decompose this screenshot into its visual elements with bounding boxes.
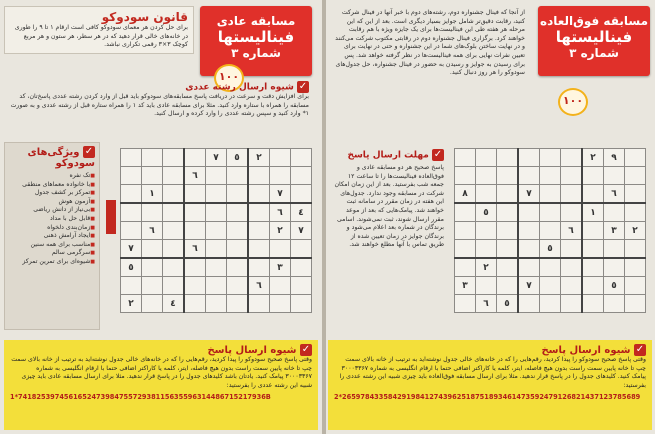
sudoku-cell[interactable] [455, 222, 476, 240]
sudoku-cell[interactable] [206, 295, 227, 313]
sudoku-cell[interactable]: ٦ [248, 277, 270, 295]
sudoku-cell[interactable] [184, 277, 206, 295]
sudoku-cell[interactable] [291, 258, 312, 277]
sudoku-cell[interactable] [163, 277, 185, 295]
sudoku-cell[interactable] [497, 258, 519, 277]
sudoku-cell[interactable] [540, 295, 561, 313]
sudoku-cell[interactable] [561, 149, 583, 167]
sudoku-cell[interactable] [540, 203, 561, 222]
sudoku-cell[interactable]: ٥ [227, 149, 249, 167]
check-icon: ✓ [301, 344, 311, 355]
sudoku-cell[interactable] [625, 167, 646, 185]
side-red-strip [106, 200, 116, 234]
sudoku-row [121, 149, 312, 167]
sudoku-cell[interactable] [248, 222, 270, 240]
sudoku-cell[interactable] [518, 149, 540, 167]
sudoku-cell[interactable] [163, 185, 185, 204]
check-icon: ✓ [635, 344, 645, 355]
sudoku-cell[interactable]: ٢ [476, 258, 497, 277]
sudoku-cell[interactable] [206, 240, 227, 259]
features-list [9, 172, 95, 267]
sudoku-cell[interactable] [518, 203, 540, 222]
sudoku-cell[interactable] [227, 185, 249, 204]
answer-text: وقتی پاسخ صحیح سودوکو را پیدا کردید، رقم‌هایی را که در خانه‌های خالی جدول نوشته‌اید به ترتیب از خانه بالای سمت چپ تا خانه پایین سمت راست بدون هیچ فاصله، ایتر، کلمه یا کاراکتر اضافی حتما با ارقام انگلیسی به شماره ۳۰۰۰۳۳۶۷ پیامک کنید. یادتان باشد کلیدهای جدول را در پاسخ قرار ندهید. مثلا برای ارسال مسابقه عادی باید چیزی شبیه این رشته عددی را بفرستید: [11, 356, 312, 389]
sudoku-cell[interactable] [163, 167, 185, 185]
features-box [4, 142, 100, 330]
feature-item: ■ بی‌نیاز از دانش ریاضی [9, 206, 95, 215]
sudoku-cell[interactable] [518, 295, 540, 313]
sudoku-cell[interactable] [625, 258, 646, 277]
sudoku-cell[interactable] [540, 258, 561, 277]
sudoku-cell[interactable] [227, 240, 249, 259]
sudoku-cell[interactable] [540, 149, 561, 167]
sudoku-row [121, 222, 312, 240]
sudoku-cell[interactable] [497, 277, 519, 295]
sudoku-cell[interactable] [184, 258, 206, 277]
sudoku-cell[interactable] [206, 167, 227, 185]
send-method-title [9, 81, 309, 93]
sudoku-row [121, 240, 312, 259]
right-column [326, 0, 655, 434]
sudoku-cell[interactable]: ٣ [604, 222, 625, 240]
sudoku-cell[interactable]: ١ [582, 203, 604, 222]
sudoku-cell[interactable]: ٦ [184, 167, 206, 185]
features-title [9, 146, 95, 169]
sudoku-cell[interactable]: ٢ [248, 149, 270, 167]
sudoku-cell[interactable] [518, 240, 540, 259]
check-icon: ✓ [433, 149, 443, 160]
feature-item: ■ زمان‌بندی دلخواه [9, 224, 95, 233]
sudoku-cell[interactable] [540, 167, 561, 185]
sudoku-cell[interactable] [248, 185, 270, 204]
sudoku-row [121, 258, 312, 277]
sudoku-row [455, 149, 646, 167]
sudoku-cell[interactable] [518, 167, 540, 185]
special-sudoku [454, 148, 650, 330]
sudoku-cell[interactable]: ٢ [582, 149, 604, 167]
intro-box [330, 6, 530, 126]
sudoku-cell[interactable] [604, 203, 625, 222]
sudoku-cell[interactable]: ٤ [291, 203, 312, 222]
sudoku-cell[interactable] [625, 295, 646, 313]
rules-title: قانون سودوکو [101, 10, 188, 24]
sudoku-cell[interactable] [291, 277, 312, 295]
sudoku-cell[interactable]: ٧ [291, 222, 312, 240]
answer-box [328, 340, 652, 430]
sudoku-cell[interactable] [625, 277, 646, 295]
sudoku-cell[interactable]: ٦ [270, 203, 291, 222]
sudoku-cell[interactable] [476, 185, 497, 204]
sudoku-cell[interactable] [163, 258, 185, 277]
sudoku-cell[interactable] [163, 222, 185, 240]
sudoku-cell[interactable] [270, 240, 291, 259]
answer-title-text: شیوه ارسال پاسخ [541, 345, 631, 356]
sudoku-cell[interactable] [582, 240, 604, 259]
sudoku-cell[interactable] [540, 185, 561, 204]
sudoku-cell[interactable]: ٧ [206, 149, 227, 167]
sudoku-cell[interactable] [142, 149, 163, 167]
sudoku-cell[interactable] [121, 185, 142, 204]
sudoku-cell[interactable] [184, 295, 206, 313]
sudoku-cell[interactable] [455, 258, 476, 277]
sudoku-cell[interactable] [163, 240, 185, 259]
sudoku-cell[interactable]: ٦ [604, 185, 625, 204]
deadline-title-text: مهلت ارسال پاسخ [347, 150, 429, 161]
sudoku-cell[interactable]: ٢ [270, 222, 291, 240]
sudoku-cell[interactable] [184, 222, 206, 240]
card-line3: شماره ۳ [569, 46, 619, 60]
answer-title [10, 344, 312, 356]
sudoku-cell[interactable] [142, 295, 163, 313]
sudoku-row [455, 240, 646, 259]
sudoku-cell[interactable]: ٧ [270, 185, 291, 204]
sudoku-cell[interactable] [291, 167, 312, 185]
sudoku-row [121, 167, 312, 185]
sudoku-cell[interactable] [248, 240, 270, 259]
sudoku-cell[interactable] [561, 185, 583, 204]
check-icon: ✓ [298, 81, 308, 92]
sudoku-cell[interactable] [184, 185, 206, 204]
sudoku-cell[interactable] [582, 222, 604, 240]
sudoku-cell[interactable]: ٥ [121, 258, 142, 277]
rules-box [4, 6, 194, 54]
sudoku-cell[interactable] [270, 149, 291, 167]
deadline-title [334, 149, 444, 161]
sudoku-cell[interactable] [248, 203, 270, 222]
feature-item: ■ مناسب برای همه سنین [9, 241, 95, 250]
card-line2: فینالیستها [217, 28, 295, 46]
sudoku-cell[interactable] [206, 203, 227, 222]
sudoku-cell[interactable] [184, 203, 206, 222]
sudoku-cell[interactable] [476, 167, 497, 185]
sudoku-cell[interactable] [142, 258, 163, 277]
sudoku-cell[interactable]: ٨ [455, 185, 476, 204]
answer-code: 2*26597843358429198412743962518751893461473592479126821437123785689 [334, 393, 641, 402]
send-method-box [4, 78, 314, 138]
sudoku-cell[interactable] [142, 277, 163, 295]
sudoku-row [455, 277, 646, 295]
sudoku-row [455, 295, 646, 313]
sudoku-cell[interactable]: ٥ [476, 203, 497, 222]
card-line3: شماره ۳ [231, 46, 281, 60]
features-title-text: ویژگی‌های سودوکو [27, 147, 95, 169]
sudoku-cell[interactable]: ٥ [604, 277, 625, 295]
sudoku-cell[interactable] [291, 185, 312, 204]
sudoku-cell[interactable] [121, 203, 142, 222]
sudoku-cell[interactable]: ٧ [518, 277, 540, 295]
sudoku-cell[interactable] [476, 222, 497, 240]
sudoku-cell[interactable] [455, 203, 476, 222]
sudoku-cell[interactable] [248, 167, 270, 185]
sudoku-cell[interactable] [561, 240, 583, 259]
sudoku-cell[interactable] [604, 258, 625, 277]
feature-item: ■ آزمون هوش [9, 198, 95, 207]
check-icon: ✓ [84, 146, 94, 157]
intro-text: از آنجا که فینال جشنواره دوم، رشته‌های دوم با خبر آنها در فینال شرکت کنید، رقابت دقیق‌تر شامل جوایز بسیار دیگری است. بعد از این که این مرحله هر هفته طی این فینالیست‌ها برای یک جایزه ویژه با هم رقابت خواهند کرد. برگزاری فینال جشنواره دوم در رقابتی مکتوب شرکت می‌کنند و در نهایت ساختن بلوک‌های شما در این جشنواره و حتی در نهایت برای تعیین نفرات نهایی برای همه فینالیست‌ها در نظر گرفته خواهد شد. پس برای رسیدن به جوایز و رسیدن به حضور در فینال جشنواره، حل جدول‌های سودوکو را هر روز دنبال کنید. [335, 9, 525, 77]
sudoku-cell[interactable]: ٥ [497, 295, 519, 313]
sudoku-cell[interactable] [270, 295, 291, 313]
special-contest-card [538, 6, 650, 76]
sudoku-cell[interactable]: ٦ [184, 240, 206, 259]
deadline-box [330, 146, 448, 330]
sudoku-cell[interactable] [227, 258, 249, 277]
sudoku-cell[interactable] [625, 240, 646, 259]
sudoku-cell[interactable]: ٩ [604, 149, 625, 167]
sudoku-cell[interactable] [540, 277, 561, 295]
sudoku-cell[interactable] [227, 203, 249, 222]
sudoku-cell[interactable]: ٧ [518, 185, 540, 204]
sudoku-cell[interactable] [540, 222, 561, 240]
sudoku-cell[interactable] [291, 240, 312, 259]
sudoku-cell[interactable] [270, 277, 291, 295]
sudoku-cell[interactable] [497, 240, 519, 259]
sudoku-cell[interactable] [248, 258, 270, 277]
sudoku-cell[interactable] [625, 203, 646, 222]
sudoku-grid [120, 148, 312, 313]
sudoku-cell[interactable] [142, 167, 163, 185]
sudoku-cell[interactable] [227, 167, 249, 185]
sudoku-cell[interactable] [121, 277, 142, 295]
answer-text: وقتی پاسخ صحیح سودوکو را پیدا کردید، رقم‌هایی را که در خانه‌های خالی جدول نوشته‌اید به ترتیب از خانه بالای سمت چپ تا خانه پایین سمت راست بدون هیچ فاصله، ایتر، کلمه یا کاراکتر اضافی حتما با ارقام انگلیسی به شماره ۳۰۰۰۳۳۶۷ پیامک کنید. کلیدهای جدول را در پاسخ قرار ندهید. مثلا برای ارسال مسابقه فوق‌العاده باید چیزی شبیه این رشته عددی را بفرستید: [339, 356, 646, 389]
sudoku-cell[interactable] [476, 277, 497, 295]
sudoku-cell[interactable] [561, 295, 583, 313]
sudoku-cell[interactable] [206, 277, 227, 295]
sudoku-row [455, 185, 646, 204]
sudoku-cell[interactable] [582, 295, 604, 313]
sudoku-cell[interactable]: ٥ [540, 240, 561, 259]
sudoku-cell[interactable] [582, 167, 604, 185]
sudoku-cell[interactable] [142, 240, 163, 259]
sudoku-cell[interactable] [163, 203, 185, 222]
normal-sudoku [120, 148, 316, 330]
sudoku-cell[interactable] [184, 149, 206, 167]
sudoku-cell[interactable] [121, 167, 142, 185]
feature-item: ■ با خانواده معماهای منطقی [9, 181, 95, 190]
sudoku-row [455, 222, 646, 240]
send-method-text: برای افزایش دقت و سرعت در دریافت پاسخ مسابقه‌های سودوکو باید قبل از وارد کردن رشته عددی پاسخ‌تان، کد مسابقه را همراه با ستاره وارد کنید. مثلا برای مسابقه عادی باید کد ۱ را همراه ستاره قبل از رشته عددی و به صورت ۱* وارد کنید و سپس رشته عددی را وارد کرده و ارسال کنید. [10, 93, 309, 118]
feature-item: ■ تمرکز بر کشف جدول [9, 189, 95, 198]
sudoku-cell[interactable] [582, 277, 604, 295]
sudoku-cell[interactable]: ٣ [270, 258, 291, 277]
logo-badge-icon: ١٠٠ [558, 88, 588, 116]
deadline-text: پاسخ صحیح هر دو مسابقه عادی و فوق‌العاده فینالیست‌ها را تا ساعت ۱۲ جمعه شب بفرستید. بعد از این زمان امکان شرکت در مسابقه وجود ندارد. جدول‌های این هفته در زمان مقرر در سامانه ثبت خواهند شد. پیامک‌هایی که بعد از موعد مقرر ارسال شوند، ثبت نمی‌شوند. اسامی برندگان در شماره بعد اعلام می‌شود و برندگان جوایز در زمان تعیین شده از طریق تماس با آنها مطلع خواهند شد. [334, 164, 444, 249]
sudoku-cell[interactable]: ٦ [476, 295, 497, 313]
sudoku-cell[interactable] [121, 222, 142, 240]
sudoku-cell[interactable]: ٣ [455, 277, 476, 295]
sudoku-cell[interactable] [206, 222, 227, 240]
feature-item: ■ سرگرمی سالم [9, 249, 95, 258]
card-line1: مسابقه عادی [216, 14, 296, 28]
sudoku-cell[interactable] [163, 149, 185, 167]
sudoku-cell[interactable] [206, 258, 227, 277]
sudoku-cell[interactable] [248, 295, 270, 313]
sudoku-cell[interactable] [582, 185, 604, 204]
sudoku-row [121, 277, 312, 295]
left-column [0, 0, 322, 434]
sudoku-cell[interactable] [476, 240, 497, 259]
sudoku-cell[interactable] [227, 222, 249, 240]
sudoku-cell[interactable] [121, 149, 142, 167]
sudoku-cell[interactable] [604, 167, 625, 185]
card-line2: فینالیستها [555, 28, 633, 46]
sudoku-row [455, 258, 646, 277]
sudoku-cell[interactable] [291, 149, 312, 167]
sudoku-cell[interactable] [518, 222, 540, 240]
send-method-title-text: شیوه ارسال رشته عددی [185, 82, 294, 93]
sudoku-cell[interactable]: ٧ [121, 240, 142, 259]
sudoku-cell[interactable] [561, 277, 583, 295]
sudoku-cell[interactable] [270, 167, 291, 185]
sudoku-row [455, 167, 646, 185]
sudoku-cell[interactable] [142, 203, 163, 222]
sudoku-cell[interactable] [455, 240, 476, 259]
feature-item: ■ تک نفره [9, 172, 95, 181]
sudoku-cell[interactable] [497, 185, 519, 204]
sudoku-cell[interactable] [476, 149, 497, 167]
sudoku-cell[interactable] [604, 295, 625, 313]
sudoku-cell[interactable] [497, 167, 519, 185]
sudoku-row [121, 185, 312, 204]
sudoku-row [121, 295, 312, 313]
rules-text: برای حل کردن هر معمای سودوکو کافی است ارقام ۱ تا ۹ را طوری در خانه‌های خالی قرار دهید که در هر سطر، هر ستون و هر مربع کوچک ۳×۳ رقمی تکراری نباشد. [14, 24, 188, 49]
sudoku-cell[interactable] [497, 222, 519, 240]
answer-title [334, 344, 646, 356]
sudoku-cell[interactable]: ٤ [163, 295, 185, 313]
answer-code: 1*741825397456165247398475572938115635596314486715217936B [10, 393, 271, 402]
sudoku-cell[interactable] [455, 167, 476, 185]
logo-badge-icon: ١٠٠ [214, 64, 244, 92]
sudoku-cell[interactable] [625, 185, 646, 204]
sudoku-row [455, 203, 646, 222]
sudoku-cell[interactable]: ٦ [561, 222, 583, 240]
sudoku-cell[interactable] [227, 277, 249, 295]
card-line1: مسابقه فوق‌العاده [540, 14, 648, 28]
feature-item: ■ ایجاد آرامش ذهنی [9, 232, 95, 241]
sudoku-cell[interactable] [561, 203, 583, 222]
sudoku-cell[interactable] [561, 258, 583, 277]
answer-title-text: شیوه ارسال پاسخ [207, 345, 297, 356]
sudoku-cell[interactable]: ١ [142, 185, 163, 204]
sudoku-cell[interactable] [604, 240, 625, 259]
sudoku-cell[interactable] [497, 149, 519, 167]
feature-item: ■ شیوه‌ای برای تمرین تمرکز [9, 258, 95, 267]
sudoku-cell[interactable] [227, 295, 249, 313]
sudoku-cell[interactable] [206, 185, 227, 204]
sudoku-cell[interactable] [455, 295, 476, 313]
sudoku-cell[interactable] [582, 258, 604, 277]
answer-box [4, 340, 318, 430]
sudoku-cell[interactable] [291, 295, 312, 313]
sudoku-cell[interactable] [497, 203, 519, 222]
sudoku-cell[interactable] [625, 149, 646, 167]
sudoku-grid [454, 148, 646, 313]
sudoku-row [121, 203, 312, 222]
sudoku-cell[interactable]: ٢ [625, 222, 646, 240]
sudoku-cell[interactable] [561, 167, 583, 185]
sudoku-cell[interactable]: ٦ [142, 222, 163, 240]
normal-contest-card [200, 6, 312, 76]
feature-item: ■ قابل حل با مداد [9, 215, 95, 224]
sudoku-cell[interactable]: ٢ [121, 295, 142, 313]
sudoku-cell[interactable] [518, 258, 540, 277]
sudoku-cell[interactable] [455, 149, 476, 167]
